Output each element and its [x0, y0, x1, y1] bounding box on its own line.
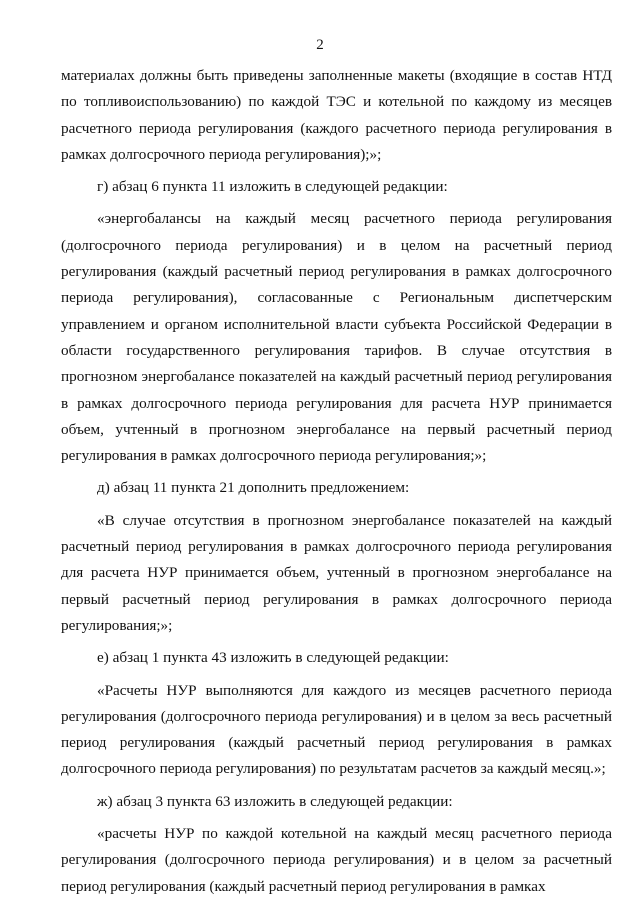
amendment-text-g: «энергобалансы на каждый месяц расчетного периода регулирования (долгосрочного периода регулирования) и в целом на расчетный период регулирования (каждый расчетный период регулирования в рамках долгосрочного периода регулирования), согласованные с Региональным диспетчерским управлением и органом исполнительной власти субъекта Российской Федерации в области государственного регулирования тарифов. В случае отсутствия в прогнозном энергобалансе показателей на каждый расчетный период регулирования в рамках долгосрочного периода регулирования для расчета НУР принимается объем, учтенный в прогнозном энергобалансе на первый расчетный период регулирования в рамках долгосрочного периода регулирования;»; [61, 210, 612, 465]
amendment-heading-e: е) абзац 1 пункта 43 изложить в следующей редакции: [97, 649, 449, 667]
page-number: 2 [316, 37, 324, 53]
paragraph-continuation: материалах должны быть приведены заполненные макеты (входящие в состав НТД по топливоиспользованию) по каждой ТЭС и котельной по каждому из месяцев расчетного периода регулирования (каждого расчетного периода регулирования в рамках долгосрочного периода регулирования);»; [61, 67, 612, 163]
amendment-heading-zh: ж) абзац 3 пункта 63 изложить в следующей редакции: [97, 792, 453, 810]
document-body [61, 63, 612, 900]
amendment-text-d: «В случае отсутствия в прогнозном энергобалансе показателей на каждый расчетный период регулирования в рамках долгосрочного периода регулирования для расчета НУР принимается объем, учтенный в прогнозном энергобалансе на первый расчетный период регулирования в рамках долгосрочного периода регулирования;»; [61, 511, 612, 634]
amendment-text-zh: «расчеты НУР по каждой котельной на каждый месяц расчетного периода регулирования (долгосрочного периода регулирования) и в целом за расчетный период регулирования (каждый расчетный период регулирования в рамках [61, 825, 612, 895]
amendment-text-e: «Расчеты НУР выполняются для каждого из месяцев расчетного периода регулирования (долгосрочного периода регулирования) и в целом за весь расчетный период регулирования (каждый расчетный период регулирования в рамках долгосрочного периода регулирования) по результатам расчетов за каждый месяц.»; [61, 681, 612, 778]
amendment-heading-d: д) абзац 11 пункта 21 дополнить предложением: [97, 479, 410, 497]
amendment-heading-g: г) абзац 6 пункта 11 изложить в следующей редакции: [97, 178, 448, 196]
